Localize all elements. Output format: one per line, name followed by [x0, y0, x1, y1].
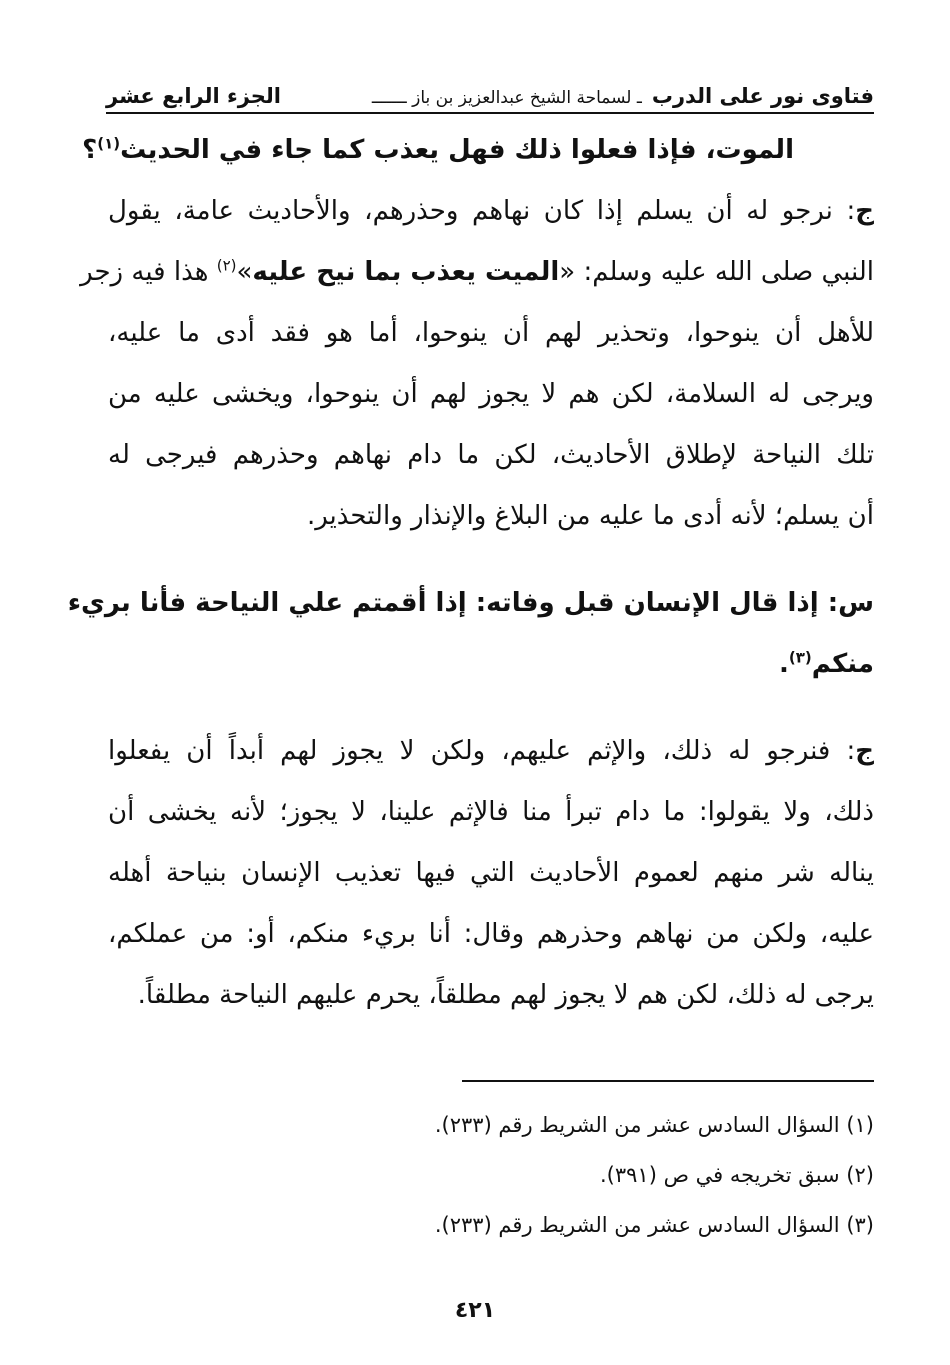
question-2-line-2-text: منكم: [811, 649, 874, 679]
answer-1-line-2-b: »: [236, 257, 253, 287]
footnote-ref-3: (٣): [788, 648, 812, 667]
answer-2-line-1: [108, 721, 874, 782]
footnote-ref-2: (٢): [216, 256, 237, 275]
footnote-ref-1: (١): [97, 134, 121, 153]
paragraph-gap: [108, 695, 874, 721]
question-1-continuation: [82, 120, 874, 181]
answer-1-line-1-text: : نرجو له أن يسلم إذا كان نهاهم وحذرهم، والأحاديث عامة، يقول: [108, 196, 856, 226]
answer-2-label: ج: [855, 736, 874, 766]
page-number: ٤٢١: [454, 1298, 496, 1323]
answer-1-line-5: تلك النياحة لإطلاق الأحاديث، لكن ما دام نهاهم وحذرهم فيرجى له: [108, 440, 874, 470]
question-2-line-2: [108, 634, 874, 695]
hadith-quote: الميت يعذب بما نيح عليه: [252, 257, 560, 287]
author-name: ـ لسماحة الشيخ عبدالعزيز بن باز ـــــــ: [371, 88, 642, 108]
book-title: فتاوى نور على الدرب: [651, 84, 874, 108]
footnote-1: (١) السؤال السادس عشر من الشريط رقم (٢٣٣).: [434, 1113, 874, 1137]
question-2-label: س: [838, 588, 874, 618]
footnotes: [108, 1100, 874, 1250]
footnote-divider: [462, 1080, 874, 1082]
question-1-mark: ؟: [82, 135, 98, 165]
answer-1-line-2: [80, 242, 874, 303]
answer-2-line-3: يناله شر منهم لعموم الأحاديث التي فيها تعذيب الإنسان بنياحة أهله: [108, 858, 874, 888]
part-title: الجزء الرابع عشر: [106, 84, 281, 108]
answer-1-label: ج: [855, 196, 874, 226]
answer-1-line-3: للأهل أن ينوحوا، وتحذير لهم أن ينوحوا، أما هو فقد أدى ما عليه،: [108, 318, 874, 348]
answer-1-line-2-c: هذا فيه زجر: [80, 257, 217, 287]
main-text: [67, 120, 874, 1026]
answer-1-line-6: أن يسلم؛ لأنه أدى ما عليه من البلاغ والإنذار والتحذير.: [306, 501, 874, 531]
answer-1-line-1: [108, 181, 874, 242]
question-2-mark: .: [779, 649, 789, 679]
answer-2-line-5: يرجى له ذلك، لكن هم لا يجوز لهم مطلقاً، يحرم عليهم النياحة مطلقاً.: [137, 980, 874, 1010]
answer-1-line-4: ويرجى له السلامة، لكن هم لا يجوز لهم أن ينوحوا، ويخشى عليه من: [108, 379, 874, 409]
paragraph-gap: [108, 547, 874, 573]
footnote-2: (٢) سبق تخريجه في ص (٣٩١).: [600, 1163, 874, 1187]
answer-2-line-2: ذلك، ولا يقولوا: ما دام تبرأ منا فالإثم علينا، لا يجوز؛ لأنه يخشى أن: [108, 797, 874, 827]
answer-1-line-2-a: النبي صلى الله عليه وسلم: «: [559, 257, 874, 287]
question-2-line-1-text: : إذا قال الإنسان قبل وفاته: إذا أقمتم علي النياحة فأنا بريء: [67, 588, 839, 618]
answer-2-line-4: عليه، ولكن من نهاهم وحذرهم وقال: أنا بريء منكم، أو: من عملكم،: [108, 919, 874, 949]
running-header: [106, 68, 874, 114]
question-1-text: الموت، فإذا فعلوا ذلك فهل يعذب كما جاء في الحديث: [120, 135, 794, 165]
answer-2-line-1-text: : فنرجو له ذلك، والإثم عليهم، ولكن لا يجوز لهم أبداً أن يفعلوا: [108, 736, 856, 766]
footnote-3: (٣) السؤال السادس عشر من الشريط رقم (٢٣٣).: [434, 1213, 874, 1237]
question-2-line-1: [67, 573, 874, 634]
